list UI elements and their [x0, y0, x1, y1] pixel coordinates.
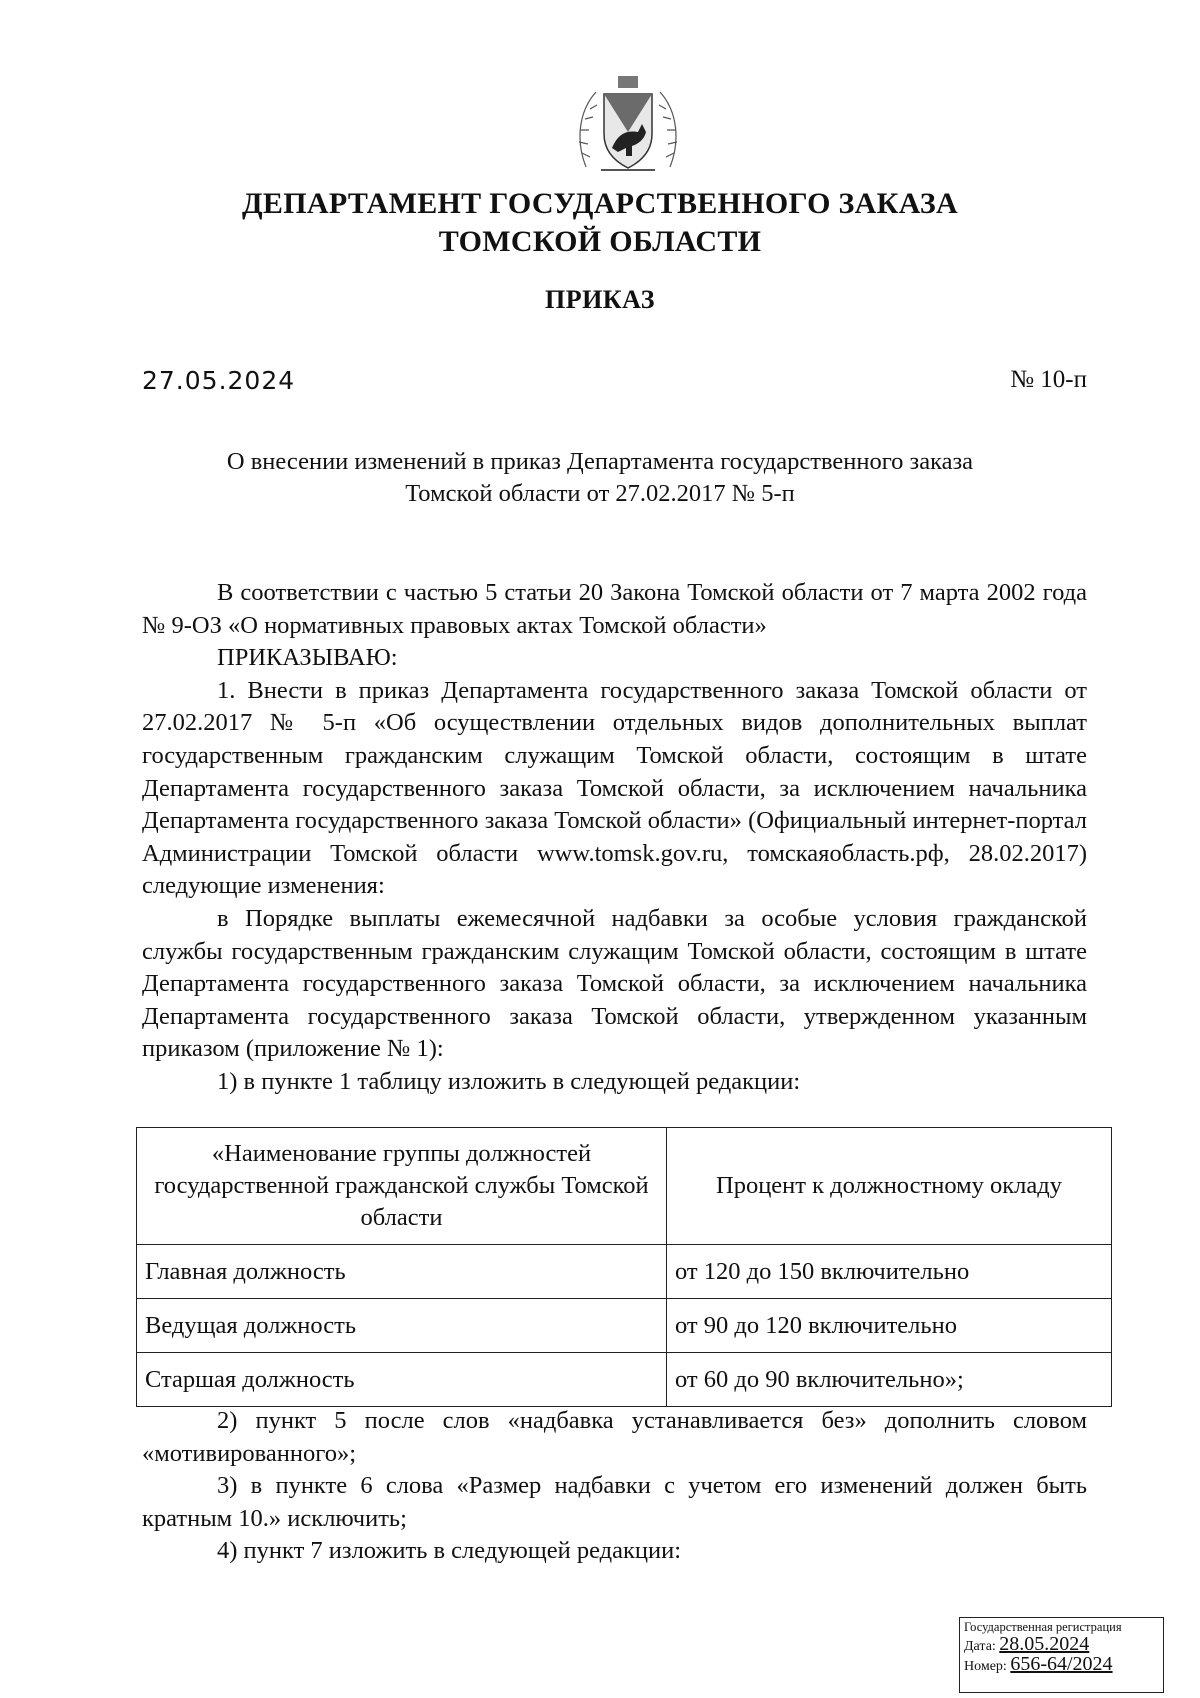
subclause-1-paragraph: 1) в пункте 1 таблицу изложить в следующей редакции:: [217, 1067, 801, 1095]
registration-stamp: [959, 1617, 1164, 1693]
subject-line1: О внесении изменений в приказ Департамента государственного заказа: [226, 448, 974, 475]
table-cell-name: Главная должность: [137, 1245, 667, 1299]
table-cell-percent: от 90 до 120 включительно: [667, 1299, 1112, 1353]
coat-of-arms-icon: [566, 72, 690, 176]
department-name-line1: ДЕПАРТАМЕНТ ГОСУДАРСТВЕННОГО ЗАКАЗА: [241, 187, 959, 220]
order-word: ПРИКАЗЫВАЮ:: [217, 644, 398, 672]
clause-1-paragraph: 1. Внести в приказ Департамента государственного заказа Томской области от 27.02.2017 № 5-п «Об осуществлении отдельных видов дополнительных выплат государственным гражданским служащим Томской области, состоящим в штате Департамента государственного заказа Томской области, за исключением начальника Департамента государственного заказа Томской области» (Официальный интернет-портал Администрации Томской области www.tomsk.gov.ru, томскаяобласть.рф, 28.02.2017) следующие изменения:: [142, 676, 1087, 900]
subclause-2-paragraph: 2) пункт 5 после слов «надбавка устанавливается без» дополнить словом «мотивированного»;: [142, 1407, 1087, 1467]
registration-date-label: Дата:: [964, 1639, 996, 1654]
table-header-percent: Процент к должностному окладу: [667, 1128, 1112, 1245]
body-section-2: [142, 1405, 1087, 1568]
subclause-3-paragraph: 3) в пункте 6 слова «Размер надбавки с учетом его изменений должен быть кратным 10.» исключить;: [142, 1472, 1087, 1532]
registration-title: Государственная регистрация: [964, 1620, 1122, 1634]
table-cell-percent: от 120 до 150 включительно: [667, 1245, 1112, 1299]
subject-line2: Томской области от 27.02.2017 № 5-п: [405, 480, 795, 507]
procedure-paragraph: в Порядке выплаты ежемесячной надбавки за особые условия гражданской службы государственным гражданским служащим Томской области, состоящим в штате Департамента государственного заказа Томской области, за исключением начальника Департамента государственного заказа Томской области, утвержденном указанным приказом (приложение № 1):: [142, 904, 1087, 1063]
registration-date-row: [964, 1633, 1159, 1655]
registration-date-value: 28.05.2024: [999, 1633, 1090, 1655]
document-type: ПРИКАЗ: [544, 285, 656, 314]
department-name-line2: ТОМСКОЙ ОБЛАСТИ: [438, 225, 762, 258]
table-cell-name: Старшая должность: [137, 1353, 667, 1407]
table-row: [137, 1299, 1112, 1353]
table-cell-name: Ведущая должность: [137, 1299, 667, 1353]
registration-number-value: 656-64/2024: [1010, 1653, 1113, 1675]
table-cell-percent: от 60 до 90 включительно»;: [667, 1353, 1112, 1407]
document-number: № 10-п: [1010, 366, 1087, 393]
table-header-row: [137, 1128, 1112, 1245]
allowance-table: [136, 1127, 1112, 1407]
preamble-paragraph: В соответствии с частью 5 статьи 20 Закона Томской области от 7 марта 2002 года № 9-ОЗ «О нормативных правовых актах Томской области»: [142, 579, 1087, 639]
registration-number-label: Номер:: [964, 1659, 1007, 1674]
body-section-1: [142, 577, 1087, 1099]
table-row: [137, 1245, 1112, 1299]
table-row: [137, 1353, 1112, 1407]
table-header-group: «Наименование группы должностей государственной гражданской службы Томской области: [137, 1128, 667, 1245]
document-date: 27.05.2024: [142, 366, 296, 395]
subclause-4-paragraph: 4) пункт 7 изложить в следующей редакции:: [217, 1537, 682, 1565]
registration-number-row: [964, 1653, 1159, 1675]
